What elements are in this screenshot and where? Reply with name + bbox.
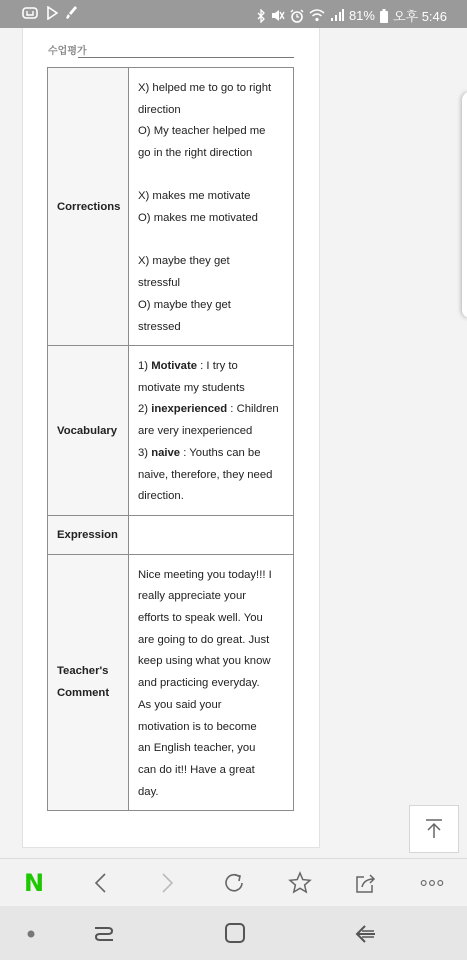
- text-line: can do it!! Have a great: [138, 763, 255, 776]
- text-line: keep using what you know: [138, 655, 271, 668]
- play-icon: [46, 6, 58, 20]
- wifi-icon: [309, 9, 325, 22]
- text-line: go in the right direction: [138, 146, 253, 159]
- text-line: O) maybe they get: [138, 298, 231, 311]
- text-line: X) helped me to go to right: [138, 81, 272, 94]
- dot-icon[interactable]: [26, 929, 36, 939]
- recent-apps-icon[interactable]: [92, 922, 116, 946]
- text-line: are very inexperienced: [138, 425, 253, 438]
- notification-icon: [22, 6, 38, 20]
- table-row: [48, 346, 294, 516]
- bookmark-star-icon: [288, 871, 312, 895]
- row-value: [129, 346, 294, 516]
- text-line: efforts to speak well. You: [138, 612, 263, 625]
- text-line: stressful: [138, 277, 181, 290]
- section-title: 수업평가: [48, 46, 87, 57]
- table-row: [48, 68, 294, 346]
- text-line: X) maybe they get: [138, 255, 230, 268]
- browser-toolbar: [0, 858, 467, 907]
- divider: [78, 57, 294, 58]
- arrow-up-icon: [423, 818, 445, 840]
- text-line: are going to do great. Just: [138, 633, 270, 646]
- row-label: Expression: [48, 516, 129, 555]
- text-line: motivation is to become: [138, 720, 257, 733]
- bookmark-button[interactable]: [288, 871, 312, 895]
- text-line: Nice meeting you today!!! I: [138, 568, 272, 581]
- battery-icon: [380, 9, 388, 23]
- row-value: [129, 516, 294, 555]
- vocab-item: 3) naive : Youths can be: [138, 446, 261, 459]
- table-row: [48, 516, 294, 555]
- vocab-item: 1) Motivate : I try to: [138, 360, 238, 373]
- vocab-term: inexperienced: [151, 403, 228, 416]
- text-line: As you said your: [138, 698, 222, 711]
- text-line: and practicing everyday.: [138, 677, 260, 690]
- blank-line: [138, 230, 285, 252]
- vocab-term: Motivate: [151, 360, 198, 373]
- share-button[interactable]: [354, 871, 378, 895]
- clock: 오후 5:46: [392, 9, 447, 24]
- scroll-to-top-button[interactable]: [409, 805, 459, 853]
- share-icon: [354, 871, 378, 895]
- forward-icon: [161, 872, 175, 894]
- alarm-icon: [290, 9, 304, 23]
- evaluation-table: [47, 67, 294, 811]
- signal-icon: [330, 9, 344, 22]
- bluetooth-icon: [257, 9, 266, 23]
- naver-logo[interactable]: N: [23, 869, 45, 897]
- text-line: stressed: [138, 320, 181, 333]
- mute-icon: [271, 9, 285, 22]
- refresh-icon: [222, 871, 246, 895]
- blank-line: [138, 165, 285, 187]
- edge-panel-handle[interactable]: [462, 92, 467, 318]
- row-value: [129, 68, 294, 346]
- table-row: [48, 555, 294, 811]
- web-content: [0, 28, 467, 858]
- text-line: O) makes me motivated: [138, 212, 258, 224]
- home-icon[interactable]: [223, 921, 247, 945]
- back-button[interactable]: [88, 871, 112, 895]
- brush-icon: [66, 5, 78, 20]
- row-label: Corrections: [48, 68, 129, 346]
- more-button[interactable]: [420, 871, 444, 895]
- battery-percent: 81%: [348, 8, 375, 23]
- forward-button[interactable]: [156, 871, 180, 895]
- text-line: direction: [138, 103, 181, 116]
- text-line: really appreciate your: [138, 590, 247, 603]
- text-line: O) My teacher helped me: [138, 125, 266, 138]
- text-line: direction.: [138, 490, 184, 503]
- vocab-term: naive: [151, 446, 181, 459]
- row-label: Teacher's Comment: [48, 555, 129, 811]
- back-icon: [93, 872, 107, 894]
- refresh-button[interactable]: [222, 871, 246, 895]
- text-line: motivate my students: [138, 381, 245, 394]
- status-bar: [0, 0, 467, 28]
- more-icon: [420, 879, 444, 887]
- text-line: an English teacher, you: [138, 742, 256, 755]
- text-line: day.: [138, 785, 159, 798]
- row-value: [129, 555, 294, 811]
- system-navigation-bar: [0, 906, 467, 960]
- text-line: X) makes me motivate: [138, 190, 251, 203]
- vocab-item: 2) inexperienced : Children: [138, 403, 279, 416]
- back-arrow-icon[interactable]: [354, 922, 378, 946]
- text-line: naive, therefore, they need: [138, 468, 273, 481]
- row-label: Vocabulary: [48, 346, 129, 516]
